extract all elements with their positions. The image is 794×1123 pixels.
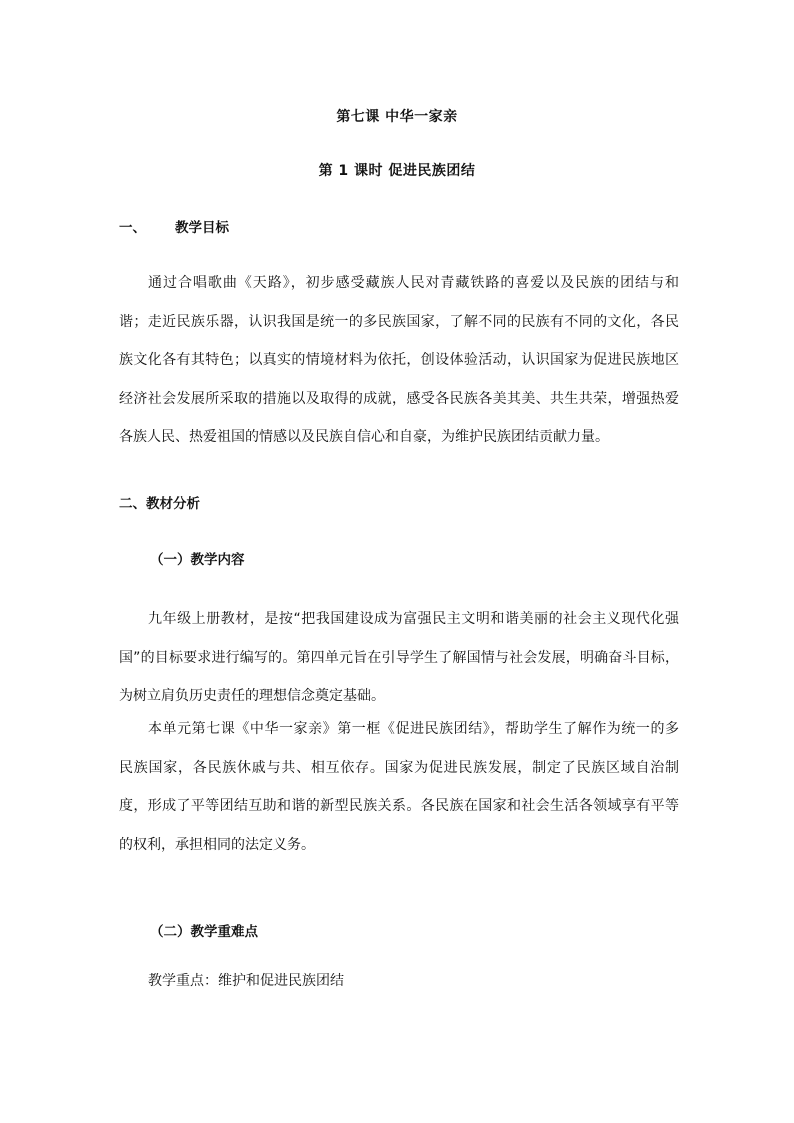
paragraph-line: 谐；走近民族乐器，认识我国是统一的多民族国家，了解不同的民族有不同的文化，各民 bbox=[119, 313, 679, 330]
paragraph-line: 为树立肩负历史责任的理想信念奠定基础。 bbox=[119, 688, 385, 704]
paragraph-line: 九年级上册教材，是按“把我国建设成为富强民主文明和谐美丽的社会主义现代化强 bbox=[148, 611, 679, 627]
content-paragraph-2 bbox=[119, 710, 679, 864]
paragraph-line: 经济社会发展所采取的措施以及取得的成就，感受各民族各美其美、共生共荣，增强热爱 bbox=[119, 390, 679, 407]
paragraph-line: 通过合唱歌曲《天路》，初步感受藏族人民对青藏铁路的喜爱以及民族的团结与和 bbox=[148, 275, 679, 291]
paragraph-line: 国”的目标要求进行编写的。第四单元旨在引导学生了解国情与社会发展，明确奋斗目标， bbox=[119, 649, 679, 666]
paragraph-line: 各族人民、热爱祖国的情感以及民族自信心和自豪，为维护民族团结贡献力量。 bbox=[119, 429, 609, 445]
key-point-text: 教学重点：维护和促进民族团结 bbox=[148, 973, 344, 989]
paragraph-line: 族文化各有其特色；以真实的情境材料为依托，创设体验活动，认识国家为促进民族地区 bbox=[119, 352, 679, 368]
objectives-paragraph bbox=[119, 264, 679, 457]
section-heading-analysis: 二、教材分析 bbox=[119, 496, 200, 512]
paragraph-line: 本单元第七课《中华一家亲》第一框《促进民族团结》，帮助学生了解作为统一的多 bbox=[148, 721, 679, 737]
lesson-subtitle: 第 1 课时 促进民族团结 bbox=[318, 163, 476, 179]
lesson-title: 第七课 中华一家亲 bbox=[336, 109, 458, 125]
subsection-heading-content: （一）教学内容 bbox=[150, 552, 245, 568]
paragraph-line: 度，形成了平等团结互助和谐的新型民族关系。各民族在国家和社会生活各领域享有平等 bbox=[119, 798, 679, 814]
paragraph-line: 的权利，承担相同的法定义务。 bbox=[119, 836, 315, 853]
section-number: 一、 bbox=[119, 220, 146, 236]
subsection-heading-key-points: （二）教学重难点 bbox=[150, 924, 258, 940]
section-label: 教学目标 bbox=[175, 220, 229, 236]
content-paragraph-1 bbox=[119, 600, 679, 716]
section-heading-objectives bbox=[119, 216, 229, 236]
paragraph-line: 民族国家，各民族休戚与共、相互依存。国家为促进民族发展，制定了民族区域自治制 bbox=[119, 759, 679, 776]
